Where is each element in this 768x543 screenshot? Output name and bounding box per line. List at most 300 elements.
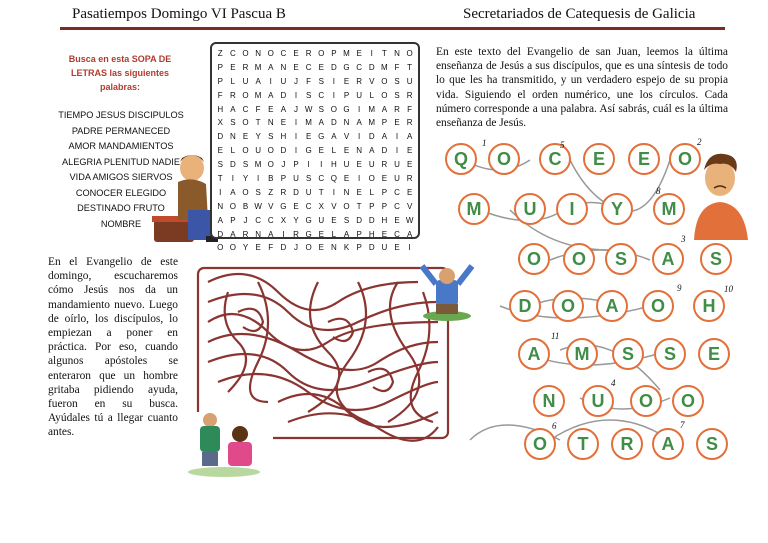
- grid-row: [214, 241, 416, 255]
- header-divider: [60, 27, 725, 30]
- grid-letter: I: [294, 90, 298, 100]
- grid-letter: A: [381, 132, 388, 142]
- grid-letter: E: [343, 174, 350, 184]
- grid-letter: T: [217, 174, 223, 184]
- grid-letter: N: [343, 187, 350, 197]
- word-list-item: TIEMPO JESUS DISCIPULOS: [58, 110, 184, 120]
- page-title-left: Pasatiempos Domingo VI Pascua B: [72, 6, 286, 22]
- grid-letter: P: [280, 174, 287, 184]
- word-search-title-line: Busca en esta SOPA DE: [68, 54, 172, 64]
- grid-letter: Y: [242, 174, 249, 184]
- grid-letter: V: [331, 201, 337, 211]
- grid-letter: S: [318, 104, 324, 114]
- grid-letter: J: [243, 215, 248, 225]
- grid-letter: G: [305, 146, 312, 156]
- letter-circle[interactable]: U: [514, 193, 546, 225]
- grid-letter: I: [332, 76, 335, 86]
- grid-letter: E: [280, 118, 287, 128]
- grid-letter: I: [219, 187, 222, 197]
- word-list-item: CONOCER ELEGIDO: [75, 187, 167, 198]
- grid-letter: A: [406, 229, 413, 239]
- grid-letter: C: [229, 49, 236, 58]
- grid-row: [214, 172, 416, 186]
- grid-letter: N: [356, 146, 363, 156]
- word-list-item: DESTINADO FRUTO: [77, 203, 165, 213]
- grid-row: [214, 130, 416, 144]
- grid-letter: I: [358, 132, 361, 142]
- grid-letter: I: [358, 174, 361, 184]
- grid-letter: K: [343, 243, 350, 253]
- letter-circle[interactable]: S: [605, 243, 637, 275]
- grid-letter: S: [305, 90, 312, 100]
- grid-letter: U: [381, 243, 388, 253]
- grid-letter: M: [381, 62, 388, 72]
- grid-letter: T: [356, 201, 362, 211]
- grid-letter: D: [368, 215, 375, 225]
- grid-letter: I: [307, 160, 310, 170]
- grid-letter: H: [280, 132, 287, 142]
- grid-letter: J: [281, 160, 286, 170]
- puzzle-instructions: En este texto del Evangelio de san Juan, leemos la última enseñanza de Jesús a sus discípulos, que es una síntesis de todo lo que les ha transmitido, y un verdadero espejo de su propia vida. Siguiendo el orden numérico, une los círculos. Cada número corresponde a una palabra. Así sabrás, cuál es la última enseñanza de Jesús.: [436, 46, 728, 130]
- grid-letter: T: [255, 118, 261, 128]
- grid-letter: A: [406, 132, 413, 142]
- disciples-illustration: [184, 410, 264, 478]
- grid-letter: L: [369, 90, 374, 100]
- grid-row: [214, 200, 416, 214]
- grid-letter: T: [381, 49, 387, 58]
- letter-circle[interactable]: S: [700, 243, 732, 275]
- grid-letter: C: [255, 215, 262, 225]
- grid-letter: N: [330, 243, 337, 253]
- grid-letter: E: [230, 62, 236, 72]
- letter-circle[interactable]: A: [652, 243, 684, 275]
- grid-letter: A: [331, 132, 337, 142]
- grid-letter: F: [407, 104, 413, 114]
- letter-circle[interactable]: E: [628, 143, 660, 175]
- letter-circle[interactable]: A: [518, 338, 550, 370]
- grid-letter: S: [230, 118, 236, 128]
- grid-letter: P: [217, 62, 223, 72]
- letter-circle[interactable]: H: [693, 290, 725, 322]
- grid-letter: M: [343, 49, 350, 58]
- grid-letter: C: [242, 104, 249, 114]
- grid-letter: I: [358, 104, 361, 114]
- grid-letter: X: [217, 118, 223, 128]
- grid-row: [214, 75, 416, 89]
- grid-letter: D: [217, 229, 224, 239]
- grid-letter: F: [268, 243, 274, 253]
- grid-letter: P: [331, 49, 337, 58]
- letter-circle[interactable]: D: [509, 290, 541, 322]
- grid-letter: U: [406, 76, 413, 86]
- grid-letter: N: [255, 49, 262, 58]
- grid-letter: E: [356, 49, 362, 58]
- sequence-number: 2: [697, 137, 702, 147]
- grid-letter: U: [343, 160, 350, 170]
- letter-circle[interactable]: O: [552, 290, 584, 322]
- grid-letter: E: [343, 146, 350, 156]
- grid-letter: Z: [268, 187, 274, 197]
- grid-row: [214, 61, 416, 75]
- word-list-item: ALEGRIA PLENITUD NADIE: [62, 156, 180, 167]
- grid-letter: J: [294, 243, 298, 253]
- letter-circle[interactable]: M: [653, 193, 685, 225]
- grid-letter: T: [407, 62, 413, 72]
- grid-letter: I: [257, 174, 260, 184]
- grid-letter: R: [242, 62, 249, 72]
- grid-letter: U: [280, 76, 287, 86]
- grid-letter: V: [369, 76, 375, 86]
- sequence-number: 1: [482, 138, 487, 148]
- grid-letter: Z: [217, 49, 223, 58]
- grid-letter: I: [294, 146, 298, 156]
- grid-letter: E: [394, 215, 400, 225]
- grid-letter: S: [255, 187, 261, 197]
- grid-letter: M: [368, 118, 376, 128]
- grid-letter: I: [408, 243, 411, 253]
- grid-letter: R: [305, 49, 312, 58]
- grid-letter: O: [242, 90, 249, 100]
- grid-letter: I: [395, 146, 399, 156]
- grid-letter: U: [318, 215, 325, 225]
- maze-story: En el Evangelio de este domingo, escucharemos cómo Jesús nos da un mandamiento nuevo. Luego de oírlo, los discípulos, lo empiezan a poner en práctica. Por eso, cuando algunos apóstoles se enteraron que un hombre gritaba pidiendo ayuda, fueron en su busca. Ayúdales tú a llegar cuanto antes.: [48, 256, 178, 439]
- letter-circle[interactable]: C: [539, 143, 571, 175]
- grid-letter: N: [229, 132, 236, 142]
- word-search-title: [56, 52, 184, 94]
- grid-letter: S: [318, 76, 324, 86]
- grid-letter: M: [305, 118, 312, 128]
- grid-letter: O: [242, 49, 249, 58]
- grid-letter: U: [394, 174, 400, 184]
- grid-letter: A: [343, 229, 350, 239]
- grid-letter: O: [229, 243, 236, 253]
- grid-letter: D: [330, 118, 337, 128]
- grid-letter: U: [394, 160, 400, 170]
- grid-letter: O: [330, 104, 337, 114]
- grid-letter: G: [280, 201, 287, 211]
- grid-letter: H: [368, 229, 375, 239]
- grid-letter: E: [406, 160, 413, 170]
- word-search-title-line: palabras:: [99, 82, 141, 92]
- word-list-item: AMOR MANDAMIENTOS: [68, 141, 174, 151]
- grid-letter: P: [343, 90, 350, 100]
- grid-letter: P: [381, 118, 388, 128]
- grid-letter: C: [305, 62, 312, 72]
- grid-letter: G: [305, 215, 312, 225]
- grid-letter: O: [343, 201, 350, 211]
- letter-circle[interactable]: O: [672, 385, 704, 417]
- sequence-number: 6: [552, 421, 557, 431]
- grid-letter: W: [405, 215, 414, 225]
- grid-letter: R: [394, 104, 400, 114]
- grid-letter: I: [294, 118, 298, 128]
- letter-circle[interactable]: S: [696, 428, 728, 460]
- letter-circle[interactable]: O: [524, 428, 556, 460]
- grid-letter: D: [368, 62, 375, 72]
- grid-letter: U: [242, 76, 249, 86]
- grid-letter: O: [267, 146, 274, 156]
- grid-letter: O: [217, 243, 224, 253]
- grid-letter: A: [369, 146, 375, 156]
- grid-letter: V: [268, 201, 274, 211]
- grid-letter: P: [381, 187, 388, 197]
- grid-letter: V: [343, 132, 350, 142]
- grid-letter: U: [356, 90, 363, 100]
- grid-letter: D: [280, 146, 287, 156]
- grid-letter: D: [356, 215, 363, 225]
- grid-letter: H: [330, 160, 337, 170]
- grid-letter: Q: [330, 174, 337, 184]
- word-list-item: NOMBRE: [100, 218, 142, 229]
- grid-letter: T: [318, 187, 324, 197]
- grid-letter: S: [343, 215, 350, 225]
- grid-letter: A: [230, 104, 236, 114]
- grid-letter: E: [217, 146, 223, 156]
- grid-letter: R: [293, 229, 299, 239]
- grid-letter: L: [331, 229, 337, 239]
- letter-circle[interactable]: Q: [445, 143, 477, 175]
- sequence-number: 4: [611, 378, 616, 388]
- sequence-number: 3: [681, 234, 686, 244]
- letter-circle[interactable]: M: [458, 193, 490, 225]
- grid-letter: P: [356, 243, 362, 253]
- grid-letter: B: [242, 201, 249, 211]
- grid-letter: E: [394, 243, 400, 253]
- grid-letter: H: [381, 215, 388, 225]
- letter-circle[interactable]: I: [556, 193, 588, 225]
- grid-letter: N: [280, 62, 287, 72]
- letter-circle[interactable]: O: [518, 243, 550, 275]
- grid-letter: E: [406, 187, 413, 197]
- grid-letter: F: [217, 90, 223, 100]
- grid-letter: G: [343, 62, 350, 72]
- letter-circle[interactable]: E: [583, 143, 615, 175]
- grid-letter: S: [394, 76, 400, 86]
- grid-letter: A: [255, 76, 261, 86]
- grid-letter: O: [368, 174, 375, 184]
- letter-circle[interactable]: O: [488, 143, 520, 175]
- grid-letter: I: [269, 76, 272, 86]
- letter-circle[interactable]: A: [652, 428, 684, 460]
- grid-letter: A: [230, 187, 236, 197]
- grid-letter: I: [395, 132, 399, 142]
- grid-letter: E: [381, 229, 388, 239]
- sequence-number: 5: [560, 140, 565, 150]
- letter-circle[interactable]: A: [596, 290, 628, 322]
- grid-letter: O: [267, 49, 274, 58]
- grid-row: [214, 158, 416, 172]
- grid-letter: E: [331, 215, 337, 225]
- grid-letter: C: [356, 62, 363, 72]
- word-search-grid: [210, 42, 420, 253]
- grid-letter: E: [318, 146, 324, 156]
- grid-letter: C: [394, 187, 400, 197]
- grid-letter: E: [394, 118, 400, 128]
- grid-letter: S: [305, 174, 312, 184]
- grid-letter: I: [282, 229, 285, 239]
- grid-letter: Y: [293, 215, 299, 225]
- grid-letter: P: [356, 229, 362, 239]
- grid-letter: R: [406, 90, 413, 100]
- grid-letter: R: [381, 160, 388, 170]
- grid-letter: E: [318, 243, 324, 253]
- grid-letter: E: [268, 104, 274, 114]
- grid-letter: M: [368, 104, 376, 114]
- page-title-right: Secretariados de Catequesis de Galicia: [463, 6, 696, 22]
- grid-letter: S: [242, 160, 249, 170]
- grid-letter: I: [320, 160, 323, 170]
- grid-letter: C: [394, 201, 400, 211]
- grid-letter: L: [230, 76, 236, 86]
- grid-letter: E: [318, 229, 324, 239]
- grid-letter: P: [293, 160, 299, 170]
- grid-row: [214, 186, 416, 200]
- letter-circle[interactable]: T: [567, 428, 599, 460]
- sequence-number: 7: [680, 420, 685, 430]
- grid-letter: M: [254, 62, 262, 72]
- grid-letter: O: [267, 160, 274, 170]
- grid-letter: U: [293, 174, 299, 184]
- grid-row: [214, 144, 416, 158]
- grid-letter: G: [343, 104, 350, 114]
- grid-letter: C: [318, 90, 325, 100]
- grid-letter: D: [381, 146, 388, 156]
- grid-letter: E: [293, 49, 299, 58]
- grid-letter: C: [267, 215, 274, 225]
- grid-letter: N: [343, 118, 350, 128]
- grid-letter: D: [368, 243, 375, 253]
- grid-row: [214, 47, 416, 61]
- grid-letter: R: [280, 187, 287, 197]
- grid-letter: E: [242, 132, 249, 142]
- grid-letter: O: [381, 76, 388, 86]
- grid-row: [214, 116, 416, 130]
- grid-letter: E: [293, 201, 299, 211]
- letter-circle[interactable]: E: [698, 338, 730, 370]
- grid-letter: A: [280, 104, 287, 114]
- grid-letter: S: [268, 132, 274, 142]
- letter-circle[interactable]: O: [630, 385, 662, 417]
- grid-letter: W: [254, 201, 262, 211]
- grid-letter: N: [217, 201, 224, 211]
- grid-letter: O: [242, 187, 249, 197]
- grid-letter: A: [356, 118, 362, 128]
- grid-letter: I: [332, 187, 335, 197]
- grid-letter: O: [406, 49, 413, 58]
- grid-letter: E: [255, 243, 261, 253]
- sequence-number: 10: [724, 284, 733, 294]
- grid-letter: F: [255, 104, 261, 114]
- letter-circle[interactable]: R: [611, 428, 643, 460]
- letter-circle[interactable]: S: [612, 338, 644, 370]
- grid-row: [214, 228, 416, 242]
- grid-letter: N: [394, 49, 400, 58]
- grid-letter: R: [242, 229, 249, 239]
- grid-letter: O: [305, 243, 312, 253]
- grid-letter: X: [280, 215, 287, 225]
- grid-letter: E: [356, 187, 362, 197]
- grid-letter: R: [406, 118, 413, 128]
- grid-row: [214, 89, 416, 103]
- letter-circle[interactable]: U: [582, 385, 614, 417]
- grid-letter: R: [406, 174, 413, 184]
- grid-letter: G: [305, 229, 312, 239]
- grid-letter: M: [254, 160, 262, 170]
- grid-letter: I: [370, 49, 373, 58]
- grid-letter: E: [356, 160, 362, 170]
- grid-letter: E: [318, 62, 324, 72]
- grid-letter: X: [318, 201, 324, 211]
- grid-letter: P: [230, 215, 236, 225]
- grid-letter: P: [217, 76, 223, 86]
- grid-letter: E: [305, 132, 312, 142]
- grid-letter: D: [217, 132, 224, 142]
- grid-letter: E: [381, 174, 388, 184]
- grid-letter: M: [254, 90, 262, 100]
- grid-letter: J: [294, 76, 298, 86]
- grid-letter: A: [381, 104, 388, 114]
- grid-letter: L: [369, 187, 374, 197]
- letter-circle[interactable]: M: [566, 338, 598, 370]
- grid-letter: H: [217, 104, 224, 114]
- letter-circle[interactable]: N: [533, 385, 565, 417]
- grid-letter: P: [381, 201, 388, 211]
- grid-letter: R: [229, 90, 236, 100]
- letter-circle[interactable]: O: [642, 290, 674, 322]
- grid-letter: P: [369, 201, 375, 211]
- grid-letter: D: [280, 90, 287, 100]
- grid-letter: O: [229, 201, 236, 211]
- grid-letter: R: [356, 76, 363, 86]
- letter-circle[interactable]: S: [654, 338, 686, 370]
- grid-letter: A: [217, 215, 223, 225]
- grid-letter: D: [280, 243, 287, 253]
- grid-letter: U: [255, 146, 262, 156]
- grid-letter: C: [305, 201, 312, 211]
- letter-circle[interactable]: O: [669, 143, 701, 175]
- grid-letter: D: [229, 160, 236, 170]
- letter-circle[interactable]: Y: [601, 193, 633, 225]
- sequence-number: 11: [551, 331, 560, 341]
- grid-row: [214, 103, 416, 117]
- grid-letter: A: [318, 118, 324, 128]
- grid-letter: S: [394, 90, 400, 100]
- grid-letter: U: [305, 187, 312, 197]
- grid-letter: O: [242, 118, 249, 128]
- grid-letter: S: [217, 160, 223, 170]
- grid-letter: L: [331, 146, 337, 156]
- grid-letter: N: [255, 229, 262, 239]
- grid-row: [214, 214, 416, 228]
- sequence-number: 9: [677, 283, 682, 293]
- grid-letter: D: [293, 187, 299, 197]
- grid-letter: N: [267, 118, 274, 128]
- letter-circle[interactable]: O: [563, 243, 595, 275]
- grid-letter: C: [280, 49, 287, 58]
- grid-letter: A: [268, 90, 274, 100]
- grid-letter: O: [318, 49, 325, 58]
- grid-letter: A: [268, 229, 274, 239]
- grid-letter: A: [230, 229, 236, 239]
- grid-letter: E: [343, 76, 350, 86]
- grid-letter: O: [242, 146, 249, 156]
- word-list-item: VIDA AMIGOS SIERVOS: [69, 172, 173, 182]
- grid-letter: O: [381, 90, 388, 100]
- grid-letter: F: [306, 76, 312, 86]
- grid-letter: W: [304, 104, 313, 114]
- grid-letter: E: [406, 146, 413, 156]
- grid-letter: J: [294, 104, 298, 114]
